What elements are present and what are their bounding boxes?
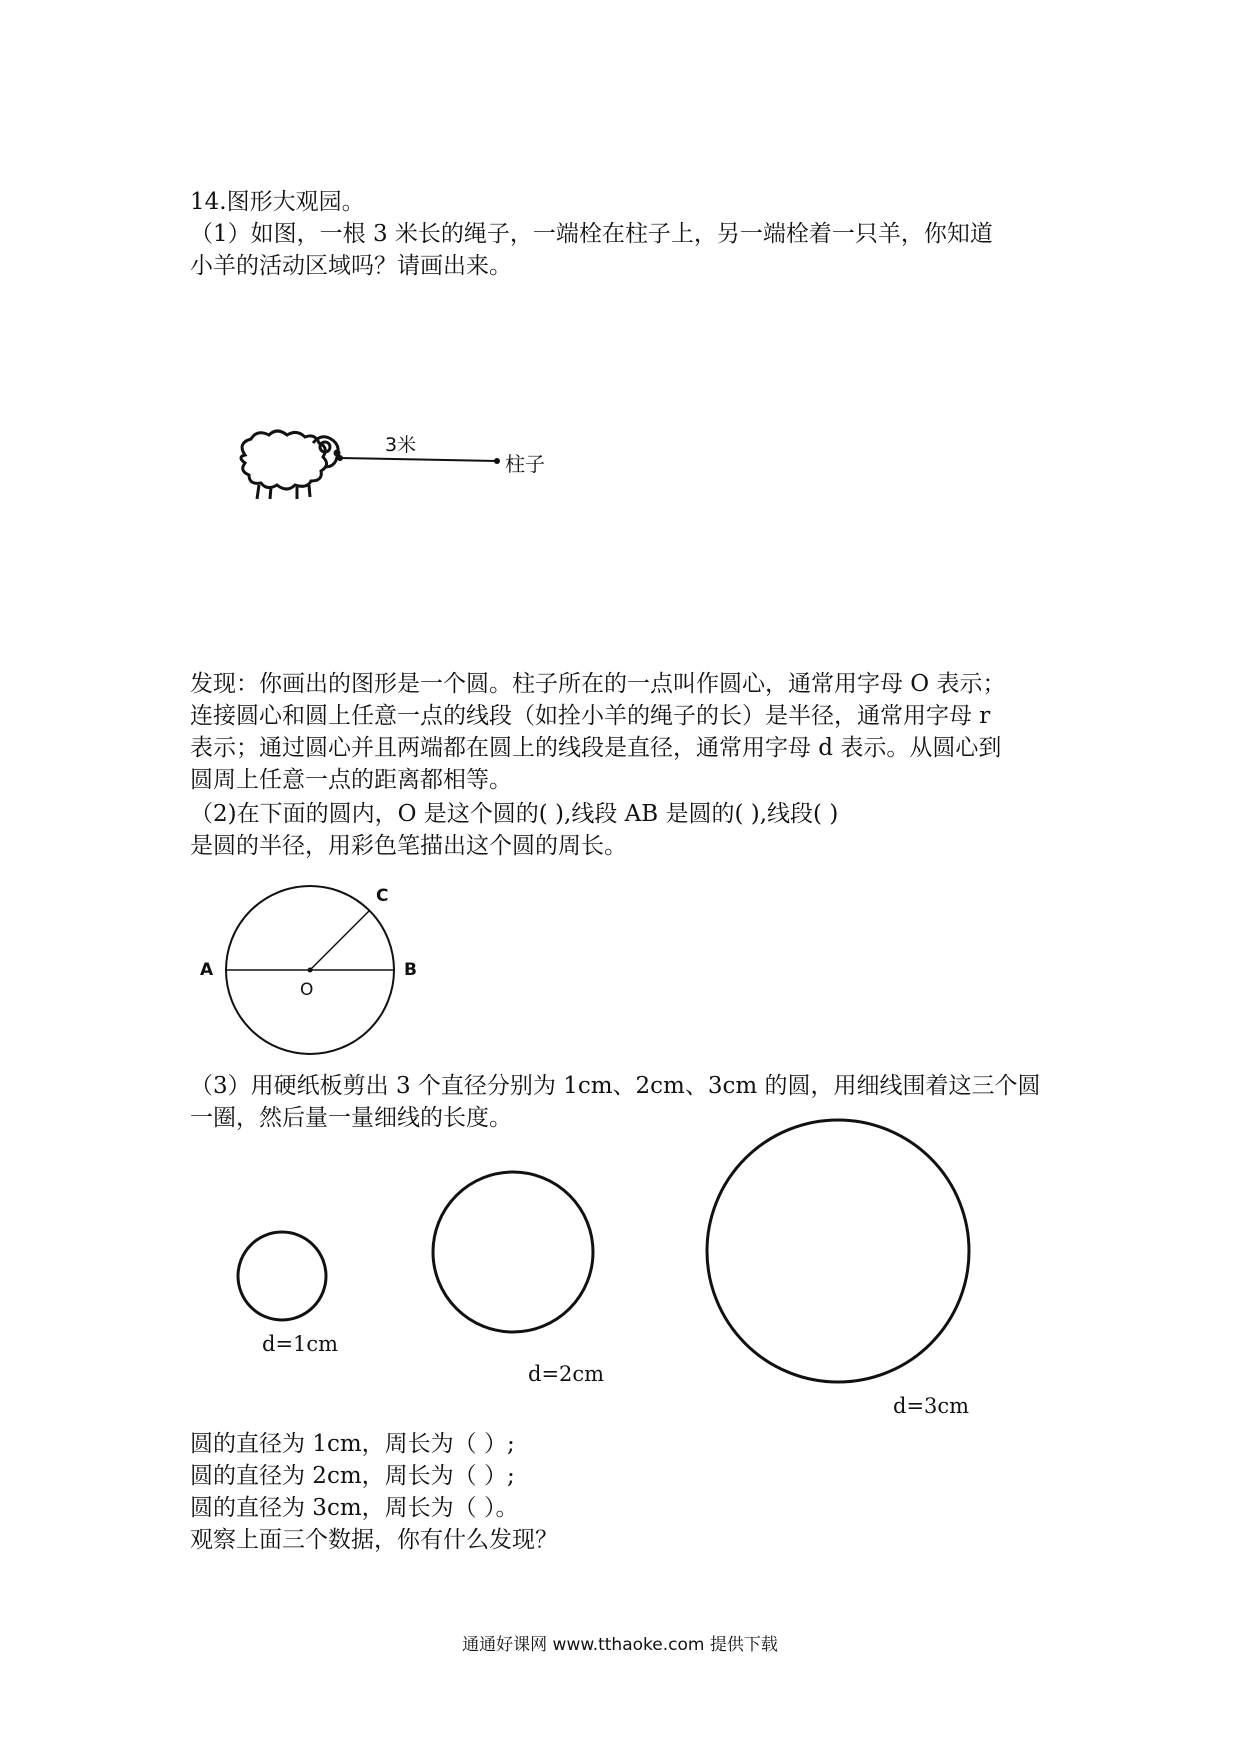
part2-line-2: 是圆的半径，用彩色笔描出这个圆的周长。 — [190, 833, 627, 859]
circle-d3 — [707, 1120, 969, 1382]
point-c-label: C — [376, 886, 389, 906]
answer-line-3: 圆的直径为 3cm，周长为（ ）。 — [190, 1495, 519, 1521]
discovery-line-1: 发现：你画出的图形是一个圆。柱子所在的一点叫作圆心，通常用字母 O 表示； — [190, 671, 1006, 697]
point-a-label: A — [200, 960, 214, 980]
circle-d3-label: d=3cm — [893, 1394, 970, 1418]
part1-line-1: （1）如图，一根 3 米长的绳子，一端栓在柱子上，另一端栓着一只羊，你知道 — [190, 221, 993, 247]
rope-length-label: 3米 — [385, 434, 417, 456]
circle-d1 — [238, 1232, 326, 1320]
circle-d2 — [433, 1172, 593, 1332]
part3-line-2: 一圈，然后量一量细线的长度。 — [190, 1105, 512, 1131]
discovery-line-2: 连接圆心和圆上任意一点的线段（如拴小羊的绳子的长）是半径，通常用字母 r — [190, 703, 991, 729]
answer-line-2: 圆的直径为 2cm，周长为（ ）; — [190, 1463, 515, 1489]
point-o-label: O — [300, 980, 314, 1000]
circle-d1-label: d=1cm — [262, 1332, 339, 1356]
answer-line-1: 圆的直径为 1cm，周长为（ ）; — [190, 1431, 515, 1457]
discovery-line-3: 表示；通过圆心并且两端都在圆上的线段是直径，通常用字母 d 表示。从圆心到 — [190, 735, 1002, 761]
part2-line-1: （2)在下面的圆内，O 是这个圆的( ),线段 AB 是圆的( ),线段( ) — [190, 801, 839, 827]
post-label: 柱子 — [505, 452, 545, 476]
discovery-line-4: 圆周上任意一点的距离都相等。 — [190, 767, 512, 793]
footer-credit: 通通好课网 www.tthaoke.com 提供下载 — [462, 1635, 778, 1655]
point-b-label: B — [404, 960, 417, 980]
part3-line-1: （3）用硬纸板剪出 3 个直径分别为 1cm、2cm、3cm 的圆，用细线围着这三个圆 — [190, 1073, 1041, 1099]
problem-title: 14.图形大观园。 — [190, 189, 365, 215]
observation-question: 观察上面三个数据，你有什么发现？ — [190, 1527, 558, 1553]
circle-d2-label: d=2cm — [528, 1362, 605, 1386]
part1-line-2: 小羊的活动区域吗？请画出来。 — [190, 253, 512, 279]
